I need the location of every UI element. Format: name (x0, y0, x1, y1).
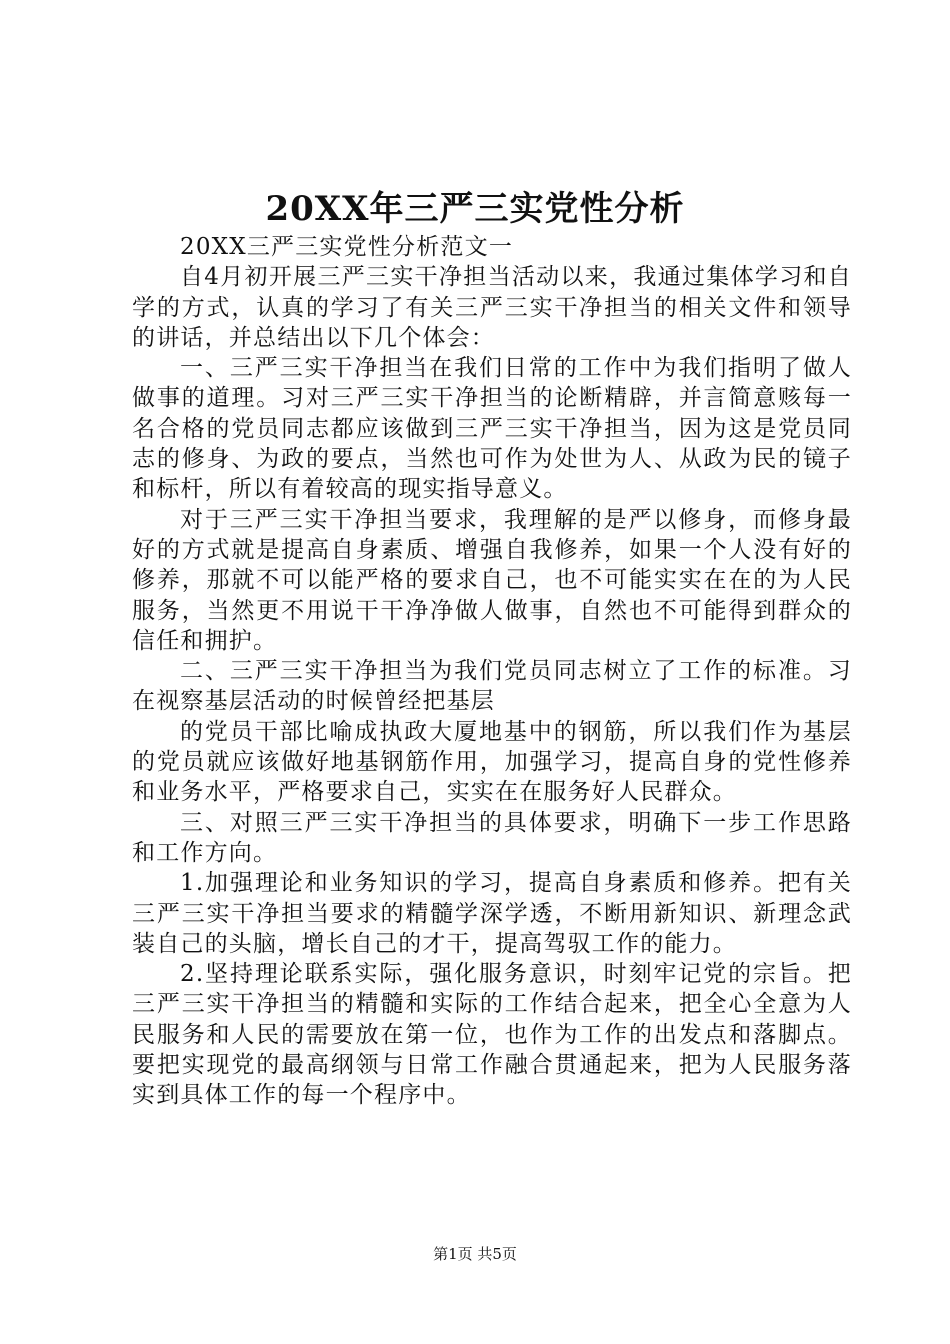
document-title: 20XX年三严三实党性分析 (265, 189, 685, 229)
paragraph-point-one: 一、三严三实干净担当在我们日常的工作中为我们指明了做人做事的道理。习对三严三实干净担当的论断精辟，并言简意赅每一名合格的党员同志都应该做到三严三实干净担当，因为这是党员同志的修身、为政的要点，当然也可作为处世为人、从政为民的镜子和标杆，所以有着较高的现实指导意义。 (132, 355, 852, 503)
paragraph-self-cultivation: 对于三严三实干净担当要求，我理解的是严以修身，而修身最好的方式就是提高自身素质、增强自我修养，如果一个人没有好的修养，那就不可以能严格的要求自己，也不可能实实在在的为人民服务，当然更不用说干干净净做人做事，自然也不可能得到群众的信任和拥护。 (132, 506, 852, 654)
paragraph-point-three: 三、对照三严三实干净担当的具体要求，明确下一步工作思路和工作方向。 (132, 809, 852, 866)
paragraph-point-two-continued: 的党员干部比喻成执政大厦地基中的钢筋，所以我们作为基层的党员就应该做好地基钢筋作用，加强学习，提高自身的党性修养和业务水平，严格要求自己，实实在在服务好人民群众。 (132, 718, 852, 806)
paragraph-point-two: 二、三严三实干净担当为我们党员同志树立了工作的标准。习在视察基层活动的时候曾经把基层 (132, 658, 852, 715)
paragraph-item-two: 2.坚持理论联系实际，强化服务意识，时刻牢记党的宗旨。把三严三实干净担当的精髓和实际的工作结合起来，把全心全意为人民服务和人民的需要放在第一位，也作为工作的出发点和落脚点。要把实现党的最高纲领与日常工作融合贯通起来，把为人民服务落实到具体工作的每一个程序中。 (132, 961, 852, 1109)
page-number-footer: 第1页 共5页 (433, 1245, 517, 1263)
paragraph-item-one: 1.加强理论和业务知识的学习，提高自身素质和修养。把有关三严三实干净担当要求的精髓学深学透，不断用新知识、新理念武装自己的头脑，增长自己的才干，提高驾驭工作的能力。 (132, 870, 852, 957)
document-body (132, 232, 852, 1111)
paragraph-intro: 自4月初开展三严三实干净担当活动以来，我通过集体学习和自学的方式，认真的学习了有关三严三实干净担当的相关文件和领导的讲话，并总结出以下几个体会： (132, 264, 852, 351)
paragraph-subtitle: 20XX三严三实党性分析范文一 (180, 234, 514, 260)
